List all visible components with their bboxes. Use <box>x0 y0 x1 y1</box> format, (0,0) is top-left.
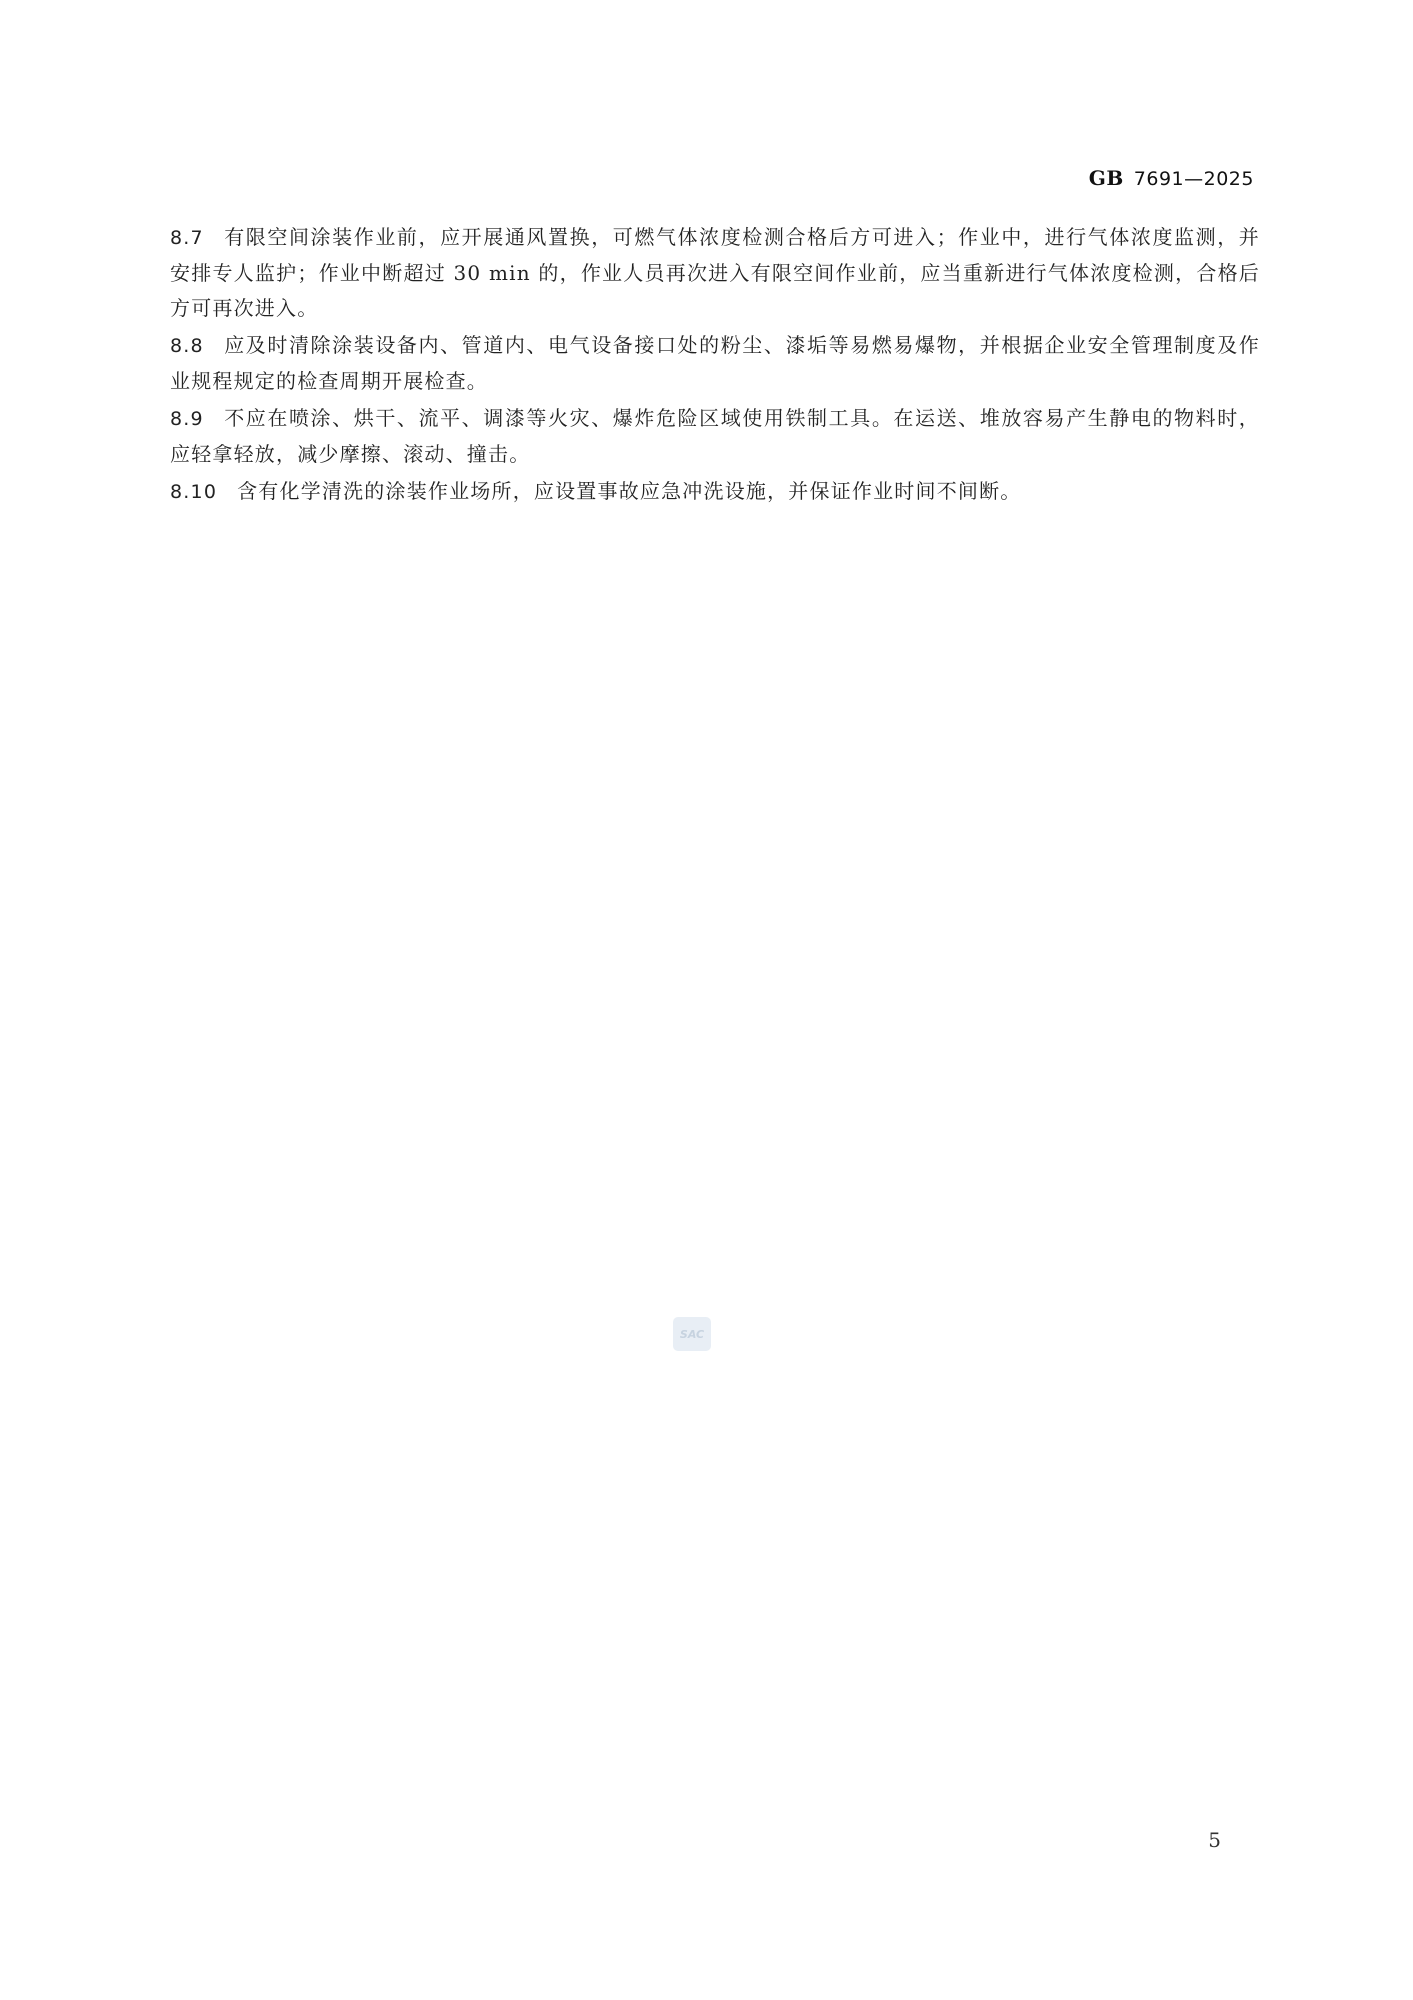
watermark-text: SAC <box>679 1327 705 1341</box>
clause-number: 8.9 <box>170 408 204 430</box>
clause-text: 应及时清除涂装设备内、管道内、电气设备接口处的粉尘、漆垢等易燃易爆物，并根据企业安全管理制度及作业规程规定的检查周期开展检查。 <box>170 333 1260 393</box>
clause-number: 8.8 <box>170 335 204 357</box>
clause-8-8 <box>170 328 1260 399</box>
clause-8-9 <box>170 401 1260 472</box>
clause-8-10 <box>170 474 1260 510</box>
standard-header <box>1089 166 1254 190</box>
standard-code: GB <box>1088 166 1124 190</box>
clause-number: 8.7 <box>170 227 204 249</box>
clause-text: 有限空间涂装作业前，应开展通风置换，可燃气体浓度检测合格后方可进入；作业中，进行气体浓度监测，并安排专人监护；作业中断超过 30 min 的，作业人员再次进入有限空间作业前，应当重新进行气体浓度检测，合格后方可再次进入。 <box>170 225 1260 320</box>
clause-8-7 <box>170 220 1260 326</box>
sac-watermark-logo <box>673 1317 711 1351</box>
standard-number: 7691—2025 <box>1133 168 1254 190</box>
clause-number: 8.10 <box>170 481 218 503</box>
page-number: 5 <box>1208 1828 1221 1852</box>
clause-text: 含有化学清洗的涂装作业场所，应设置事故应急冲洗设施，并保证作业时间不间断。 <box>237 479 1022 503</box>
document-body <box>170 220 1260 512</box>
clause-text: 不应在喷涂、烘干、流平、调漆等火灾、爆炸危险区域使用铁制工具。在运送、堆放容易产生静电的物料时，应轻拿轻放，减少摩擦、滚动、撞击。 <box>170 406 1260 466</box>
